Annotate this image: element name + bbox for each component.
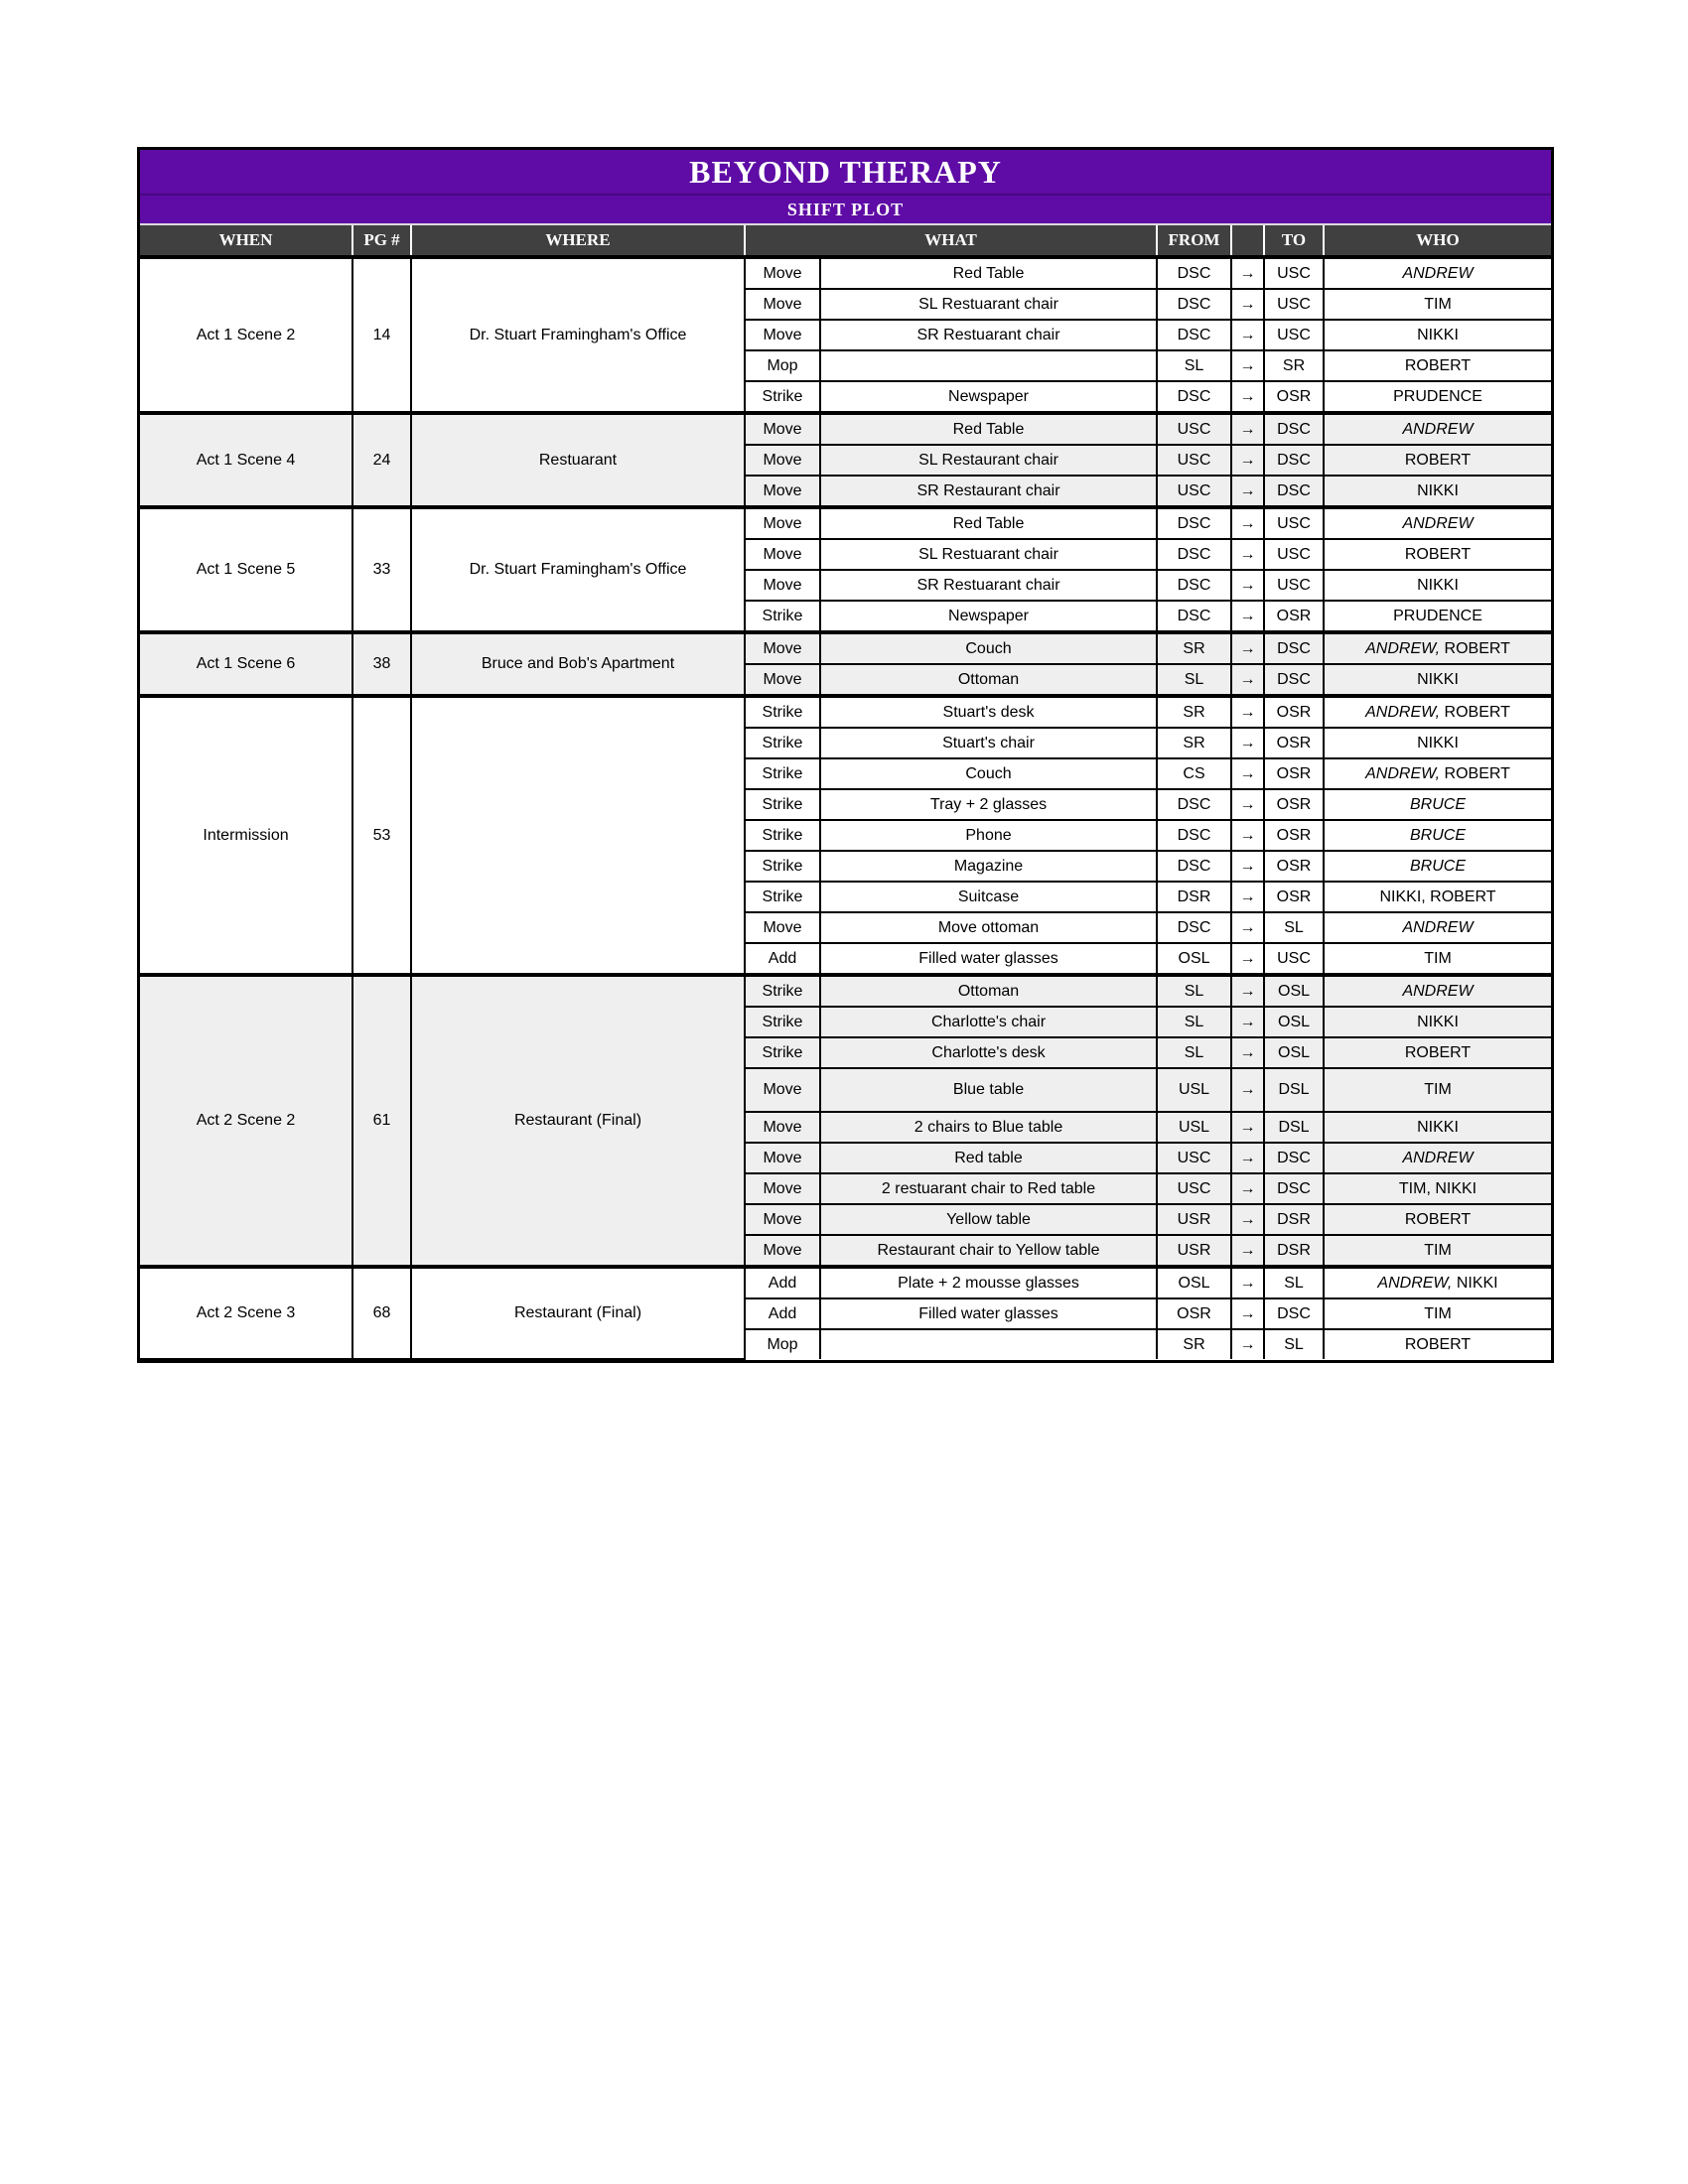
cell-to: DSL xyxy=(1264,1112,1324,1143)
cell-arrow: → xyxy=(1231,664,1264,696)
cell-from: DSC xyxy=(1157,912,1231,943)
cell-from: DSC xyxy=(1157,381,1231,413)
cell-pg: 33 xyxy=(352,507,411,632)
cell-action: Move xyxy=(745,539,820,570)
cell-item: Filled water glasses xyxy=(820,943,1157,975)
cell-from: OSR xyxy=(1157,1298,1231,1329)
cell-action: Move xyxy=(745,1173,820,1204)
who-name: TIM, NIKKI xyxy=(1398,1179,1477,1197)
shift-row xyxy=(140,413,1551,445)
cell-who xyxy=(1324,1235,1551,1267)
cell-item: Stuart's desk xyxy=(820,696,1157,728)
cell-from: SR xyxy=(1157,696,1231,728)
shift-row xyxy=(140,507,1551,539)
cell-to: DSC xyxy=(1264,664,1324,696)
who-name: ROBERT xyxy=(1444,703,1510,721)
cell-item: Filled water glasses xyxy=(820,1298,1157,1329)
who-name: PRUDENCE xyxy=(1393,387,1482,405)
who-name-italic: ANDREW xyxy=(1402,420,1474,438)
cell-arrow: → xyxy=(1231,1267,1264,1298)
who-name-italic: ANDREW, xyxy=(1377,1274,1457,1292)
cell-when: Intermission xyxy=(140,696,352,975)
who-name-italic: ANDREW xyxy=(1402,918,1474,936)
cell-item: Magazine xyxy=(820,851,1157,882)
cell-item: SL Restaurant chair xyxy=(820,445,1157,476)
who-name: NIKKI xyxy=(1417,1013,1459,1030)
cell-arrow: → xyxy=(1231,1143,1264,1173)
cell-who xyxy=(1324,1298,1551,1329)
cell-who xyxy=(1324,1173,1551,1204)
cell-who xyxy=(1324,476,1551,507)
cell-to: DSC xyxy=(1264,632,1324,664)
cell-who xyxy=(1324,1112,1551,1143)
cell-when: Act 1 Scene 2 xyxy=(140,257,352,413)
cell-action: Add xyxy=(745,943,820,975)
cell-from: DSC xyxy=(1157,289,1231,320)
cell-who xyxy=(1324,1068,1551,1112)
who-name-italic: ANDREW, xyxy=(1365,703,1445,721)
cell-when: Act 1 Scene 6 xyxy=(140,632,352,696)
cell-from: DSC xyxy=(1157,601,1231,632)
cell-when: Act 1 Scene 4 xyxy=(140,413,352,507)
cell-item: Red Table xyxy=(820,507,1157,539)
who-name-italic: ANDREW, xyxy=(1365,764,1445,782)
cell-to: OSR xyxy=(1264,789,1324,820)
cell-pg: 38 xyxy=(352,632,411,696)
cell-who xyxy=(1324,257,1551,289)
cell-item: Couch xyxy=(820,758,1157,789)
who-name: ROBERT xyxy=(1404,451,1472,469)
cell-item: Ottoman xyxy=(820,975,1157,1007)
cell-action: Move xyxy=(745,476,820,507)
shift-plot-body xyxy=(140,257,1551,1359)
cell-who xyxy=(1324,664,1551,696)
cell-from: DSC xyxy=(1157,257,1231,289)
who-name: NIKKI xyxy=(1417,1118,1459,1136)
cell-arrow: → xyxy=(1231,445,1264,476)
cell-action: Move xyxy=(745,570,820,601)
cell-where: Dr. Stuart Framingham's Office xyxy=(411,257,745,413)
cell-action: Strike xyxy=(745,882,820,912)
cell-action: Strike xyxy=(745,1007,820,1037)
cell-action: Move xyxy=(745,320,820,350)
cell-item: 2 restuarant chair to Red table xyxy=(820,1173,1157,1204)
who-name-italic: BRUCE xyxy=(1410,857,1467,875)
cell-from: DSC xyxy=(1157,507,1231,539)
cell-action: Move xyxy=(745,1204,820,1235)
cell-arrow: → xyxy=(1231,632,1264,664)
cell-item xyxy=(820,1329,1157,1359)
cell-from: DSC xyxy=(1157,539,1231,570)
cell-action: Move xyxy=(745,1235,820,1267)
cell-pg: 68 xyxy=(352,1267,411,1359)
cell-from: USC xyxy=(1157,476,1231,507)
cell-arrow: → xyxy=(1231,882,1264,912)
who-name: ROBERT xyxy=(1404,1210,1472,1228)
who-name: NIKKI xyxy=(1417,734,1459,751)
cell-item: Newspaper xyxy=(820,601,1157,632)
cell-who xyxy=(1324,728,1551,758)
cell-to: OSR xyxy=(1264,820,1324,851)
cell-item: Couch xyxy=(820,632,1157,664)
cell-to: OSL xyxy=(1264,1037,1324,1068)
cell-arrow: → xyxy=(1231,696,1264,728)
who-name: TIM xyxy=(1424,1081,1452,1098)
who-name-italic: BRUCE xyxy=(1410,795,1467,813)
cell-action: Add xyxy=(745,1267,820,1298)
cell-who xyxy=(1324,539,1551,570)
cell-where xyxy=(411,696,745,975)
cell-from: USL xyxy=(1157,1068,1231,1112)
cell-arrow: → xyxy=(1231,789,1264,820)
cell-who xyxy=(1324,445,1551,476)
who-name: TIM xyxy=(1424,949,1452,967)
shift-row xyxy=(140,1267,1551,1298)
cell-arrow: → xyxy=(1231,507,1264,539)
cell-who xyxy=(1324,758,1551,789)
who-name: TIM xyxy=(1424,1241,1452,1259)
cell-from: CS xyxy=(1157,758,1231,789)
who-name: ROBERT xyxy=(1404,1043,1472,1061)
col-header-who: WHO xyxy=(1324,225,1551,257)
cell-from: USC xyxy=(1157,445,1231,476)
cell-when: Act 1 Scene 5 xyxy=(140,507,352,632)
who-name-italic: ANDREW, xyxy=(1365,639,1445,657)
cell-to: OSR xyxy=(1264,381,1324,413)
cell-to: OSR xyxy=(1264,728,1324,758)
cell-who xyxy=(1324,601,1551,632)
cell-from: SL xyxy=(1157,1037,1231,1068)
cell-who xyxy=(1324,1143,1551,1173)
cell-who xyxy=(1324,320,1551,350)
col-header-where: WHERE xyxy=(411,225,745,257)
cell-arrow: → xyxy=(1231,851,1264,882)
cell-arrow: → xyxy=(1231,320,1264,350)
cell-to: USC xyxy=(1264,257,1324,289)
who-name: NIKKI xyxy=(1417,481,1459,499)
cell-to: SR xyxy=(1264,350,1324,381)
cell-item: Newspaper xyxy=(820,381,1157,413)
cell-from: SL xyxy=(1157,975,1231,1007)
who-name: NIKKI, ROBERT xyxy=(1379,887,1496,905)
cell-action: Move xyxy=(745,632,820,664)
cell-from: SR xyxy=(1157,1329,1231,1359)
cell-action: Add xyxy=(745,1298,820,1329)
cell-item: Red Table xyxy=(820,257,1157,289)
cell-from: DSR xyxy=(1157,882,1231,912)
cell-item: 2 chairs to Blue table xyxy=(820,1112,1157,1143)
cell-action: Strike xyxy=(745,1037,820,1068)
who-name: ROBERT xyxy=(1444,639,1510,657)
cell-who xyxy=(1324,851,1551,882)
cell-arrow: → xyxy=(1231,1037,1264,1068)
who-name: ROBERT xyxy=(1404,1335,1472,1353)
cell-item: Suitcase xyxy=(820,882,1157,912)
cell-arrow: → xyxy=(1231,1235,1264,1267)
cell-action: Move xyxy=(745,664,820,696)
shift-row xyxy=(140,632,1551,664)
page-title: BEYOND THERAPY xyxy=(689,153,1002,190)
table-header-row xyxy=(140,225,1551,257)
cell-from: USR xyxy=(1157,1235,1231,1267)
cell-from: USC xyxy=(1157,1173,1231,1204)
cell-from: USC xyxy=(1157,1143,1231,1173)
cell-to: DSC xyxy=(1264,413,1324,445)
cell-to: USC xyxy=(1264,943,1324,975)
cell-item: Red Table xyxy=(820,413,1157,445)
who-name: PRUDENCE xyxy=(1393,607,1482,624)
cell-to: DSC xyxy=(1264,445,1324,476)
cell-arrow: → xyxy=(1231,1068,1264,1112)
cell-action: Move xyxy=(745,257,820,289)
cell-to: DSC xyxy=(1264,1298,1324,1329)
cell-who xyxy=(1324,413,1551,445)
cell-from: USC xyxy=(1157,413,1231,445)
who-name-italic: ANDREW xyxy=(1402,982,1474,1000)
cell-to: SL xyxy=(1264,912,1324,943)
cell-who xyxy=(1324,507,1551,539)
cell-from: OSL xyxy=(1157,1267,1231,1298)
cell-to: OSR xyxy=(1264,882,1324,912)
cell-from: SL xyxy=(1157,664,1231,696)
cell-action: Strike xyxy=(745,789,820,820)
cell-from: SL xyxy=(1157,1007,1231,1037)
cell-to: OSL xyxy=(1264,1007,1324,1037)
cell-arrow: → xyxy=(1231,1329,1264,1359)
cell-arrow: → xyxy=(1231,1204,1264,1235)
cell-from: DSC xyxy=(1157,851,1231,882)
subtitle-band xyxy=(140,196,1551,225)
col-header-from: FROM xyxy=(1157,225,1231,257)
cell-item: Yellow table xyxy=(820,1204,1157,1235)
shift-plot-table xyxy=(140,225,1551,1360)
cell-who xyxy=(1324,820,1551,851)
cell-item: Charlotte's chair xyxy=(820,1007,1157,1037)
cell-to: OSL xyxy=(1264,975,1324,1007)
cell-who xyxy=(1324,975,1551,1007)
cell-from: DSC xyxy=(1157,789,1231,820)
cell-to: OSR xyxy=(1264,758,1324,789)
who-name: ROBERT xyxy=(1444,764,1510,782)
cell-to: DSC xyxy=(1264,1173,1324,1204)
cell-action: Strike xyxy=(745,728,820,758)
cell-to: DSC xyxy=(1264,1143,1324,1173)
shift-plot-sheet xyxy=(137,147,1554,1363)
cell-item: Restaurant chair to Yellow table xyxy=(820,1235,1157,1267)
cell-who xyxy=(1324,1329,1551,1359)
cell-item: SL Restuarant chair xyxy=(820,539,1157,570)
cell-action: Mop xyxy=(745,350,820,381)
cell-arrow: → xyxy=(1231,601,1264,632)
cell-to: OSR xyxy=(1264,601,1324,632)
col-header-what: WHAT xyxy=(745,225,1157,257)
cell-arrow: → xyxy=(1231,570,1264,601)
cell-arrow: → xyxy=(1231,1007,1264,1037)
cell-arrow: → xyxy=(1231,289,1264,320)
cell-action: Strike xyxy=(745,851,820,882)
cell-arrow: → xyxy=(1231,476,1264,507)
cell-who xyxy=(1324,632,1551,664)
cell-arrow: → xyxy=(1231,350,1264,381)
cell-who xyxy=(1324,943,1551,975)
cell-arrow: → xyxy=(1231,257,1264,289)
cell-action: Strike xyxy=(745,601,820,632)
cell-item: Plate + 2 mousse glasses xyxy=(820,1267,1157,1298)
cell-arrow: → xyxy=(1231,539,1264,570)
cell-to: DSR xyxy=(1264,1235,1324,1267)
cell-action: Strike xyxy=(745,820,820,851)
cell-action: Mop xyxy=(745,1329,820,1359)
cell-who xyxy=(1324,789,1551,820)
cell-item: SR Restuarant chair xyxy=(820,570,1157,601)
col-header-when: WHEN xyxy=(140,225,352,257)
cell-item: Charlotte's desk xyxy=(820,1037,1157,1068)
cell-action: Strike xyxy=(745,696,820,728)
cell-item: Stuart's chair xyxy=(820,728,1157,758)
cell-who xyxy=(1324,1007,1551,1037)
cell-item: Red table xyxy=(820,1143,1157,1173)
who-name: TIM xyxy=(1424,1304,1452,1322)
cell-when: Act 2 Scene 2 xyxy=(140,975,352,1267)
cell-action: Move xyxy=(745,1068,820,1112)
cell-action: Move xyxy=(745,445,820,476)
cell-to: SL xyxy=(1264,1329,1324,1359)
cell-who xyxy=(1324,696,1551,728)
cell-who xyxy=(1324,882,1551,912)
cell-arrow: → xyxy=(1231,1112,1264,1143)
cell-pg: 24 xyxy=(352,413,411,507)
title-band xyxy=(140,150,1551,196)
cell-where: Restaurant (Final) xyxy=(411,975,745,1267)
cell-item: Blue table xyxy=(820,1068,1157,1112)
shift-row xyxy=(140,975,1551,1007)
who-name: NIKKI xyxy=(1417,576,1459,594)
cell-arrow: → xyxy=(1231,758,1264,789)
cell-from: DSC xyxy=(1157,570,1231,601)
cell-arrow: → xyxy=(1231,1173,1264,1204)
col-header-to: TO xyxy=(1264,225,1324,257)
cell-from: DSC xyxy=(1157,820,1231,851)
cell-to: OSR xyxy=(1264,851,1324,882)
cell-arrow: → xyxy=(1231,381,1264,413)
cell-action: Move xyxy=(745,912,820,943)
cell-who xyxy=(1324,350,1551,381)
cell-arrow: → xyxy=(1231,1298,1264,1329)
cell-action: Move xyxy=(745,1143,820,1173)
who-name-italic: BRUCE xyxy=(1410,826,1467,844)
cell-item: SR Restaurant chair xyxy=(820,476,1157,507)
shift-row xyxy=(140,257,1551,289)
cell-who xyxy=(1324,289,1551,320)
cell-pg: 14 xyxy=(352,257,411,413)
who-name: NIKKI xyxy=(1417,326,1459,343)
cell-arrow: → xyxy=(1231,820,1264,851)
cell-to: USC xyxy=(1264,289,1324,320)
cell-who xyxy=(1324,1037,1551,1068)
cell-item xyxy=(820,350,1157,381)
cell-action: Strike xyxy=(745,758,820,789)
cell-from: DSC xyxy=(1157,320,1231,350)
cell-from: USR xyxy=(1157,1204,1231,1235)
cell-from: SR xyxy=(1157,728,1231,758)
cell-where: Restaurant (Final) xyxy=(411,1267,745,1359)
cell-to: DSR xyxy=(1264,1204,1324,1235)
cell-item: Ottoman xyxy=(820,664,1157,696)
cell-action: Move xyxy=(745,289,820,320)
cell-from: SL xyxy=(1157,350,1231,381)
shift-row xyxy=(140,696,1551,728)
who-name: ROBERT xyxy=(1404,545,1472,563)
cell-where: Restuarant xyxy=(411,413,745,507)
cell-to: USC xyxy=(1264,570,1324,601)
cell-to: DSL xyxy=(1264,1068,1324,1112)
who-name-italic: ANDREW xyxy=(1402,264,1474,282)
cell-to: OSR xyxy=(1264,696,1324,728)
cell-from: SR xyxy=(1157,632,1231,664)
cell-where: Dr. Stuart Framingham's Office xyxy=(411,507,745,632)
cell-action: Move xyxy=(745,413,820,445)
cell-arrow: → xyxy=(1231,728,1264,758)
page-subtitle: SHIFT PLOT xyxy=(786,199,905,219)
who-name: TIM xyxy=(1424,295,1452,313)
cell-who xyxy=(1324,912,1551,943)
cell-item: Move ottoman xyxy=(820,912,1157,943)
cell-who xyxy=(1324,381,1551,413)
cell-to: SL xyxy=(1264,1267,1324,1298)
cell-from: USL xyxy=(1157,1112,1231,1143)
cell-arrow: → xyxy=(1231,912,1264,943)
who-name: ROBERT xyxy=(1404,356,1472,374)
cell-where: Bruce and Bob's Apartment xyxy=(411,632,745,696)
col-header-arrow-spacer xyxy=(1231,225,1264,257)
cell-action: Move xyxy=(745,507,820,539)
who-name-italic: ANDREW xyxy=(1402,1149,1474,1166)
cell-action: Strike xyxy=(745,381,820,413)
cell-action: Move xyxy=(745,1112,820,1143)
cell-arrow: → xyxy=(1231,413,1264,445)
cell-pg: 53 xyxy=(352,696,411,975)
who-name: NIKKI xyxy=(1456,1274,1498,1292)
cell-from: OSL xyxy=(1157,943,1231,975)
cell-to: DSC xyxy=(1264,476,1324,507)
cell-to: USC xyxy=(1264,320,1324,350)
who-name-italic: ANDREW xyxy=(1402,514,1474,532)
cell-who xyxy=(1324,570,1551,601)
cell-arrow: → xyxy=(1231,943,1264,975)
col-header-pg: PG # xyxy=(352,225,411,257)
cell-to: USC xyxy=(1264,539,1324,570)
who-name: NIKKI xyxy=(1417,670,1459,688)
cell-arrow: → xyxy=(1231,975,1264,1007)
cell-item: SL Restuarant chair xyxy=(820,289,1157,320)
cell-pg: 61 xyxy=(352,975,411,1267)
cell-action: Strike xyxy=(745,975,820,1007)
cell-item: SR Restuarant chair xyxy=(820,320,1157,350)
cell-item: Phone xyxy=(820,820,1157,851)
cell-who xyxy=(1324,1204,1551,1235)
cell-who xyxy=(1324,1267,1551,1298)
cell-when: Act 2 Scene 3 xyxy=(140,1267,352,1359)
cell-item: Tray + 2 glasses xyxy=(820,789,1157,820)
cell-to: USC xyxy=(1264,507,1324,539)
